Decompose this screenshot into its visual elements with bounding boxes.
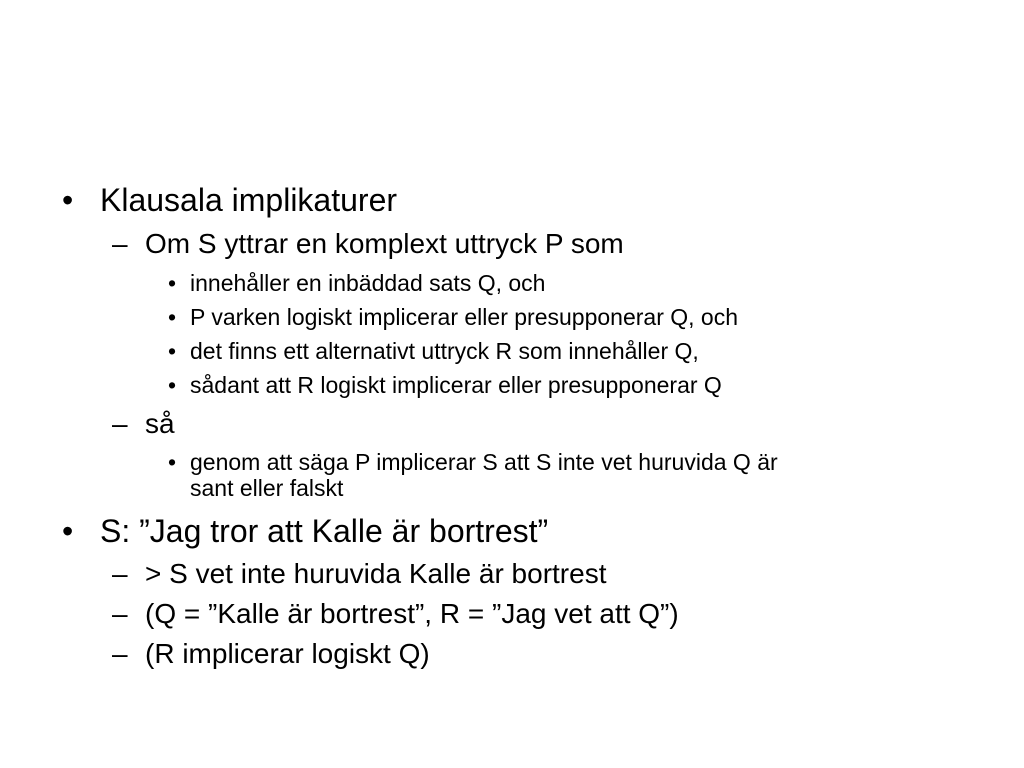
dash-marker: – <box>112 228 128 259</box>
bullet-level2-om-s-yttrar: Om S yttrar en komplext uttryck P som <box>145 228 624 259</box>
dash-marker: – <box>112 598 128 629</box>
bullet-marker: • <box>168 372 177 398</box>
bullet-marker: • <box>168 270 177 296</box>
bullet-level2-item: (Q = ”Kalle är bortrest”, R = ”Jag vet att Q”) <box>145 598 679 629</box>
bullet-level3-item-continuation: sant eller falskt <box>190 475 344 501</box>
bullet-marker: • <box>168 338 177 364</box>
bullet-marker: • <box>62 182 74 218</box>
bullet-level1-klausala: Klausala implikaturer <box>100 182 398 218</box>
bullet-marker: • <box>168 304 177 330</box>
bullet-level2-item: > S vet inte huruvida Kalle är bortrest <box>145 558 607 589</box>
dash-marker: – <box>112 638 128 669</box>
bullet-level3-item: P varken logiskt implicerar eller presupponerar Q, och <box>190 304 738 330</box>
bullet-level3-item: det finns ett alternativt uttryck R som innehåller Q, <box>190 338 699 364</box>
dash-marker: – <box>112 408 128 439</box>
bullet-level3-item: genom att säga P implicerar S att S inte vet huruvida Q är <box>190 449 778 475</box>
bullet-level3-item: sådant att R logiskt implicerar eller presupponerar Q <box>190 372 722 398</box>
bullet-marker: • <box>62 513 74 549</box>
bullet-level2-item: (R implicerar logiskt Q) <box>145 638 430 669</box>
bullet-level2-sa: så <box>145 408 175 439</box>
bullet-marker: • <box>168 449 177 475</box>
bullet-level3-item: innehåller en inbäddad sats Q, och <box>190 270 546 296</box>
bullet-level1-jag-tror: S: ”Jag tror att Kalle är bortrest” <box>100 513 549 549</box>
dash-marker: – <box>112 558 128 589</box>
